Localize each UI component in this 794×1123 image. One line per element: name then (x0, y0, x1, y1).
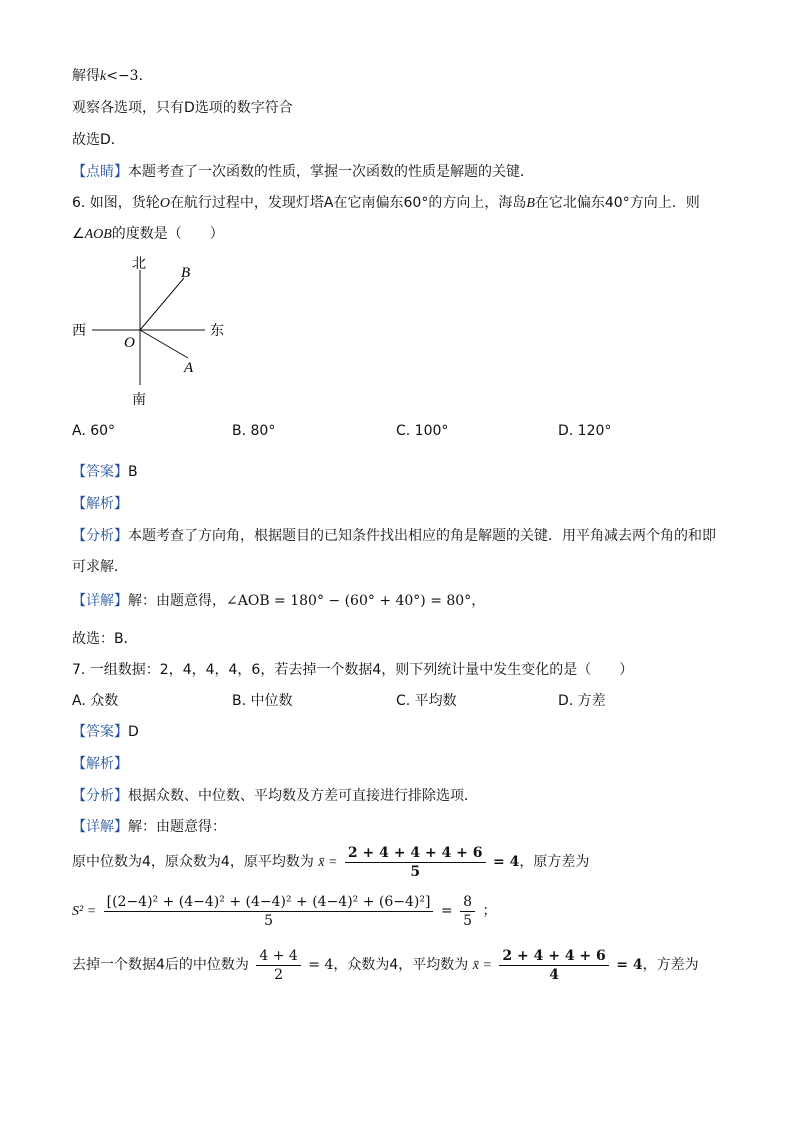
q6-fenxi-line2: 可求解． (72, 559, 128, 575)
q6-stem-part: 在它北偏东40°方向上．则 (534, 195, 700, 211)
variance-fraction (104, 893, 434, 930)
mean-symbol: x̄ = (472, 958, 492, 973)
choose-line: 故选D． (72, 132, 125, 148)
mean-result: = 4 (492, 854, 520, 870)
label-west: 西 (72, 323, 86, 339)
q6-stem-part: 在航行过程中，发现灯塔A在它南偏东60°的方向上，海岛 (169, 195, 527, 211)
solve-variable: k (100, 69, 107, 84)
variance-equals: = (440, 903, 453, 919)
median-denominator: 2 (274, 966, 284, 983)
q7-detail-line (72, 817, 226, 837)
ray-oa (140, 330, 188, 358)
comment-tag: 【点睛】 (72, 164, 128, 180)
q7-option-a: A. 众数 (72, 693, 119, 709)
detail-text: 解：由题意得： (128, 819, 226, 835)
fenxi-tag: 【分析】 (72, 788, 128, 804)
q7-formula-line1 (72, 842, 589, 883)
formula-text: ，众数为4，平均数为 (333, 957, 469, 973)
comment-line (72, 162, 534, 182)
answer-tag: 【答案】 (72, 464, 128, 480)
solve-text: 解得 (72, 68, 100, 84)
formula-text: ，方差为 (642, 957, 699, 973)
q7-option-b: B. 中位数 (232, 693, 293, 709)
q7-formula-line2 (72, 944, 699, 987)
median-fraction (256, 947, 300, 984)
q6-analysis-tag: 【解析】 (72, 496, 128, 512)
observe-line: 观察各选项，只有D选项的数字符合 (72, 100, 293, 116)
formula-text: ； (482, 903, 497, 919)
solve-line (72, 66, 153, 87)
formula-text: 原中位数为4，原众数为4，原平均数为 (72, 854, 314, 870)
detail-tag: 【详解】 (72, 819, 128, 835)
variance-symbol: S² = (72, 904, 97, 919)
formula-text: ，原方差为 (519, 854, 590, 870)
detail-text: 解：由题意得， (128, 593, 226, 609)
q6-point-b: B (526, 196, 535, 211)
ray-ob (140, 278, 184, 330)
mean-denominator: 5 (410, 863, 421, 880)
variance-result-numerator: 8 (460, 893, 475, 912)
q6-option-d: D. 120° (558, 423, 612, 439)
label-o: O (124, 335, 135, 351)
q6-option-b: B. 80° (232, 423, 276, 439)
q7-answer-line (72, 722, 139, 742)
formula-text: 去掉一个数据4后的中位数为 (72, 957, 249, 973)
detail-formula: ∠AOB = 180° − (60° + 40°) = 80°， (226, 593, 486, 609)
label-b: B (181, 265, 191, 281)
angle-name: AOB (84, 227, 112, 242)
q6-stem-line1 (72, 193, 700, 214)
variance-denominator: 5 (264, 912, 273, 929)
q6-detail-line (72, 591, 485, 611)
solve-inequality: <−3． (106, 68, 153, 84)
median-result: = 4 (308, 957, 334, 973)
fenxi-text: 本题考查了方向角，根据题目的已知条件找出相应的角是解题的关键．用平角减去两个角的和即 (128, 528, 716, 544)
q7-fenxi-line (72, 786, 478, 806)
mean2-denominator: 4 (549, 966, 559, 983)
answer-value: B (128, 464, 138, 480)
mean2-result: = 4 (616, 957, 643, 973)
angle-symbol: ∠ (72, 226, 85, 242)
q7-analysis-tag: 【解析】 (72, 756, 128, 772)
q7-variance-line (72, 888, 496, 935)
direction-diagram (60, 250, 240, 410)
q6-stem-part: 的度数是（ ） (111, 226, 224, 242)
label-south: 南 (132, 392, 146, 408)
q7-option-d: D. 方差 (558, 693, 606, 709)
answer-value: D (128, 724, 139, 740)
median-numerator: 4 + 4 (256, 947, 300, 966)
label-a: A (184, 360, 194, 376)
q7-stem: 7. 一组数据：2，4，4，4，6，若去掉一个数据4，则下列统计量中发生变化的是（ ） (72, 662, 634, 678)
mean2-fraction (499, 947, 608, 984)
mean-numerator: 2 + 4 + 4 + 4 + 6 (345, 844, 486, 863)
variance-result-fraction (460, 893, 475, 930)
detail-tag: 【详解】 (72, 593, 128, 609)
q6-answer-line (72, 462, 138, 482)
q7-option-c: C. 平均数 (396, 693, 457, 709)
answer-tag: 【答案】 (72, 724, 128, 740)
q6-choose-line: 故选：B． (72, 631, 138, 647)
variance-numerator: [(2−4)² + (4−4)² + (4−4)² + (4−4)² + (6−4)²] (104, 893, 434, 912)
mean2-numerator: 2 + 4 + 4 + 6 (499, 947, 608, 966)
label-east: 东 (210, 323, 224, 339)
mean-symbol: x̄ = (318, 855, 338, 870)
variance-result-denominator: 5 (463, 912, 473, 929)
q6-stem-line2 (72, 224, 224, 245)
q6-option-a: A. 60° (72, 423, 116, 439)
comment-text: 本题考查了一次函数的性质，掌握一次函数的性质是解题的关键． (128, 164, 534, 180)
q6-fenxi-line1 (72, 526, 716, 546)
fenxi-text: 根据众数、中位数、平均数及方差可直接进行排除选项． (128, 788, 478, 804)
q6-stem-part: 6. 如图，货轮 (72, 195, 160, 211)
fenxi-tag: 【分析】 (72, 528, 128, 544)
q6-option-c: C. 100° (396, 423, 449, 439)
mean-fraction (345, 844, 486, 881)
q6-point-o: O (159, 196, 170, 211)
label-north: 北 (132, 256, 146, 272)
